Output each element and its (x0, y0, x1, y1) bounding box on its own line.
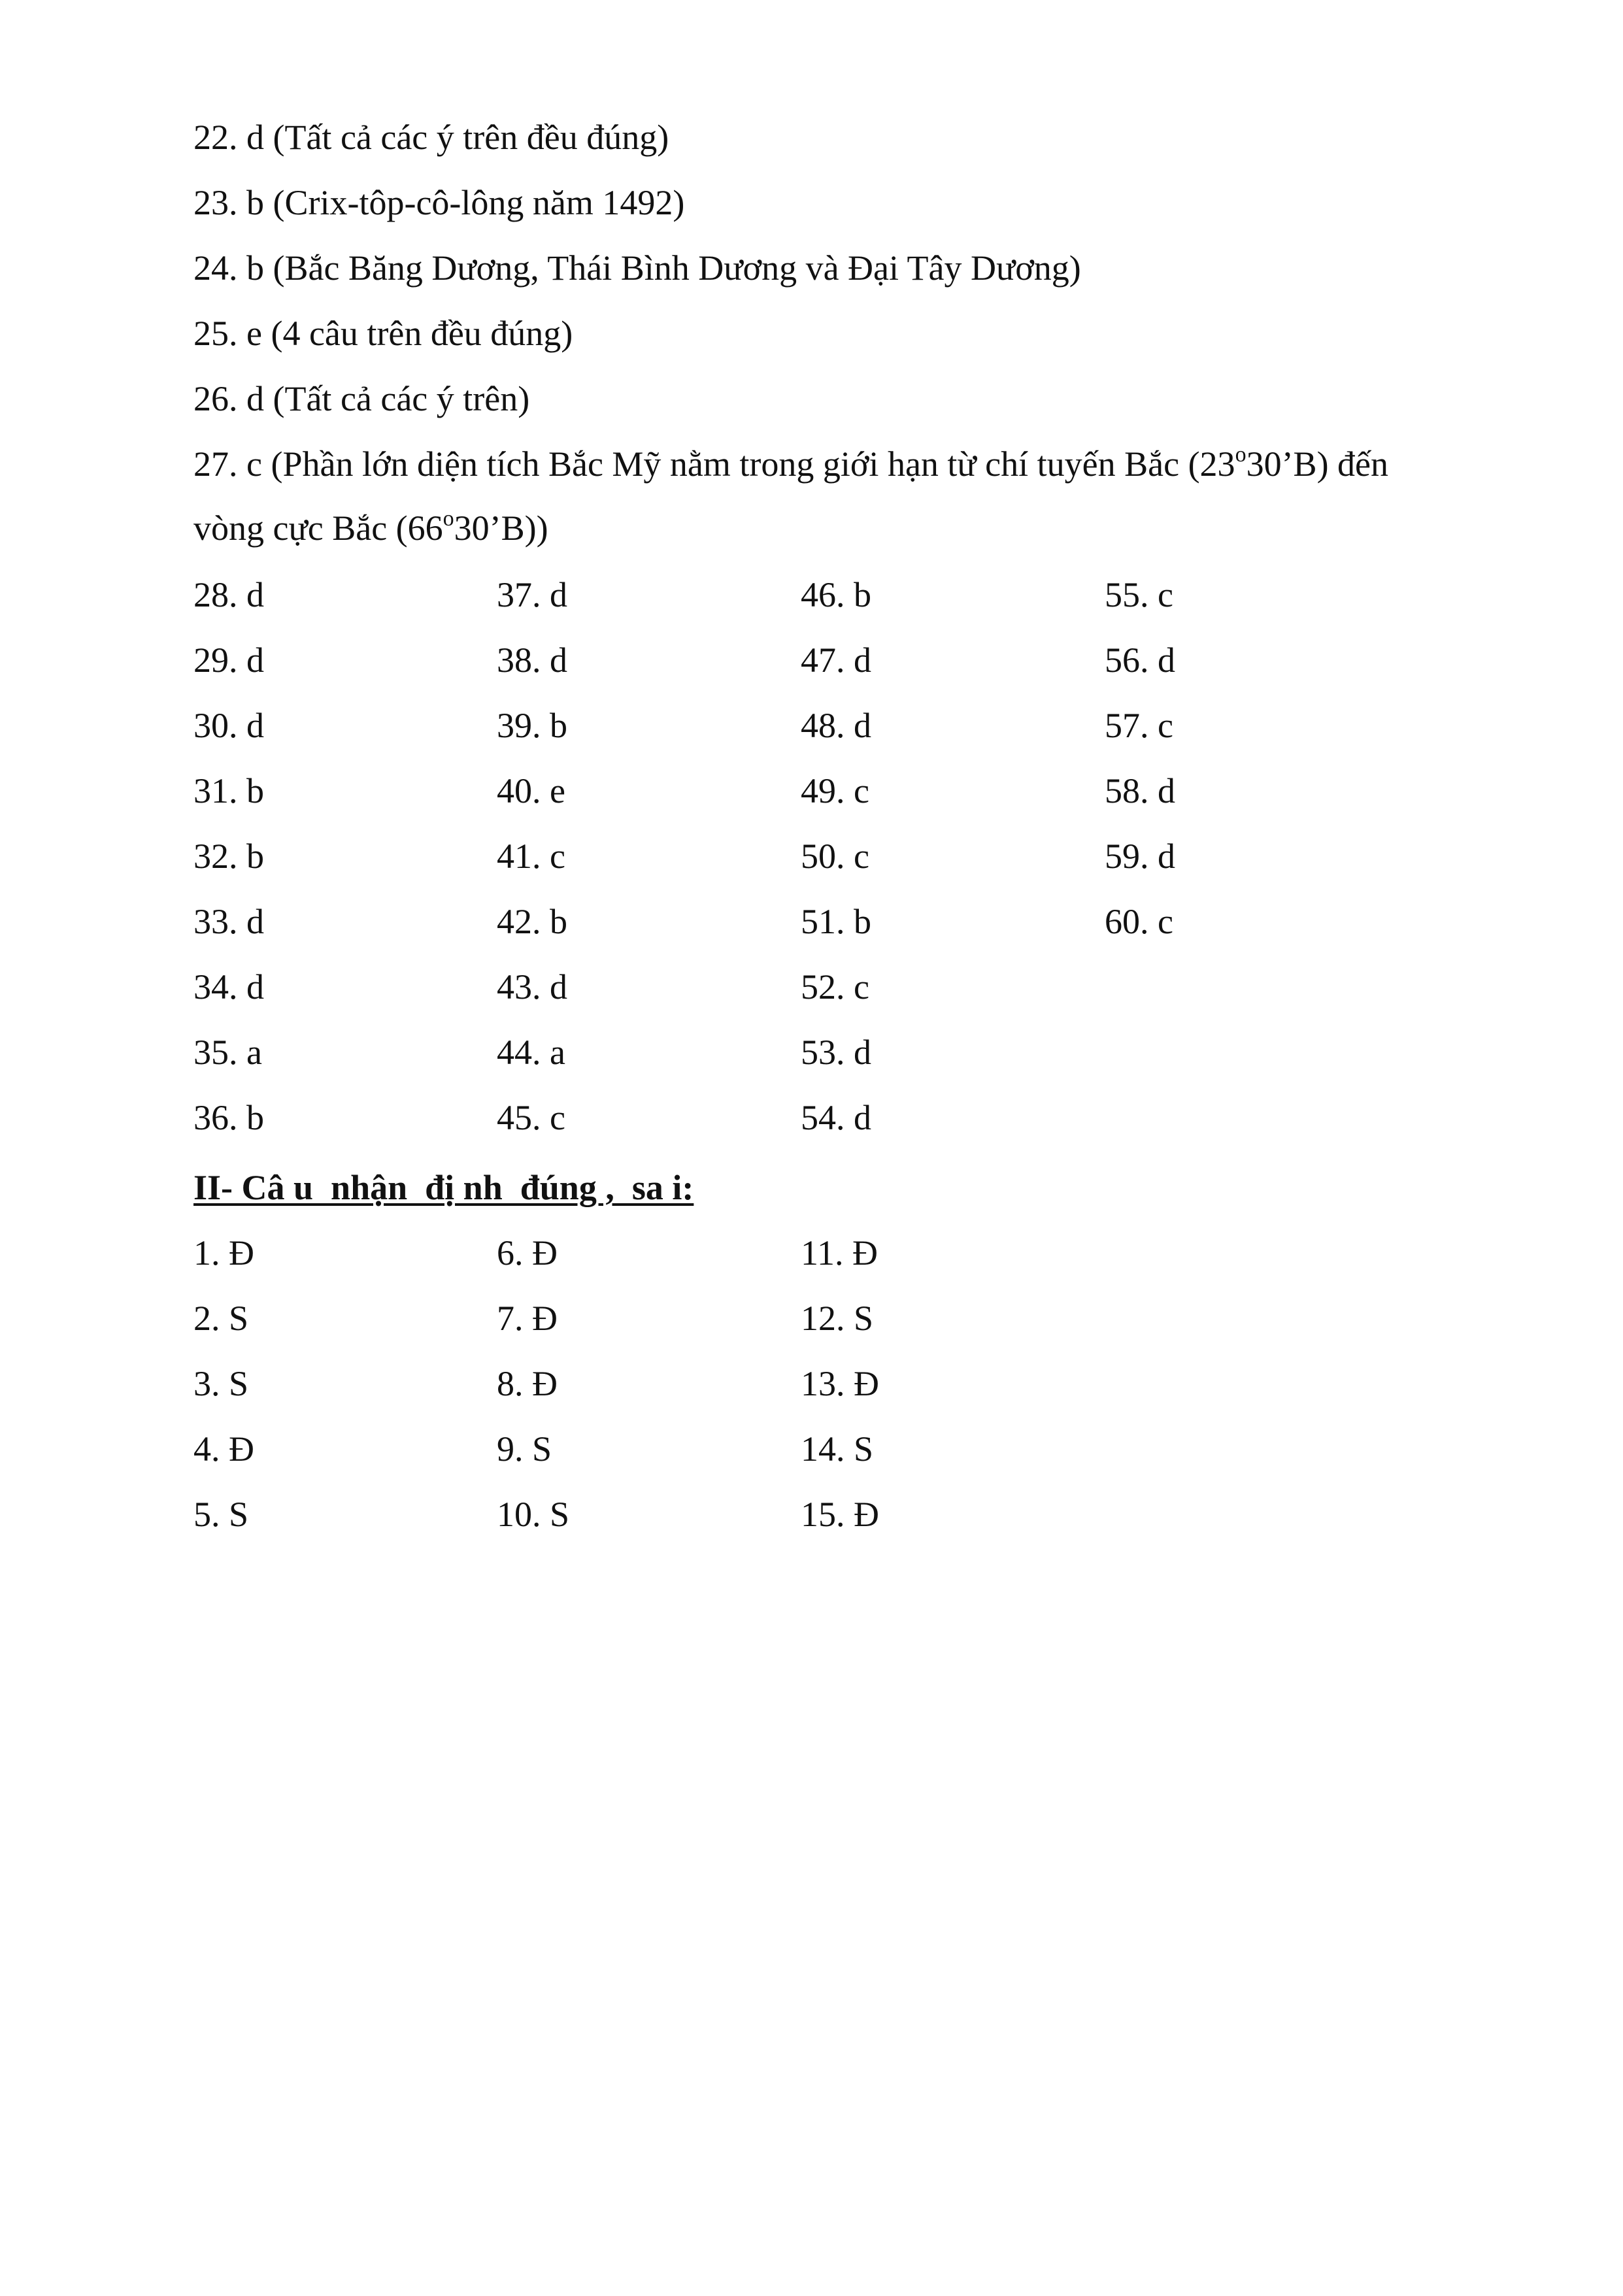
answer-27-text-c: vòng cực Bắc (66 (193, 508, 443, 548)
answer-27-line1 (193, 444, 1388, 489)
degree-superscript: o (1235, 442, 1247, 467)
answer-27-text-d: 30’B)) (454, 508, 548, 548)
true-false-answer-item: 8. Đ (497, 1364, 558, 1403)
answer-27-text-b: 30’B) đến (1246, 444, 1389, 484)
true-false-answer-item: 2. S (193, 1299, 249, 1338)
mcq-answer-item: 52. c (801, 967, 869, 1007)
mcq-answer-item: 29. d (193, 641, 264, 680)
mcq-answer-item: 42. b (497, 902, 567, 941)
mcq-answer-item: 34. d (193, 967, 264, 1007)
answer-25: 25. e (4 câu trên đều đúng) (193, 314, 573, 353)
true-false-answer-item: 6. Đ (497, 1233, 558, 1273)
mcq-answer-item: 32. b (193, 837, 264, 876)
mcq-answer-item: 48. d (801, 706, 871, 745)
true-false-answer-item: 15. Đ (801, 1495, 879, 1534)
answer-26: 26. d (Tất cả các ý trên) (193, 379, 530, 418)
mcq-answer-item: 40. e (497, 771, 565, 810)
mcq-answer-item: 38. d (497, 641, 567, 680)
degree-superscript: o (443, 507, 454, 531)
true-false-answer-item: 4. Đ (193, 1429, 254, 1469)
mcq-answer-item: 53. d (801, 1033, 871, 1072)
answer-24: 24. b (Bắc Băng Dương, Thái Bình Dương và Đại Tây Dương) (193, 248, 1081, 288)
mcq-answer-item: 49. c (801, 771, 869, 810)
mcq-answer-item: 46. b (801, 575, 871, 614)
answer-27-line2 (193, 508, 548, 553)
true-false-answer-item: 12. S (801, 1299, 874, 1338)
mcq-answer-item: 50. c (801, 837, 869, 876)
true-false-answer-item: 7. Đ (497, 1299, 558, 1338)
mcq-answer-item: 31. b (193, 771, 264, 810)
true-false-answer-item: 14. S (801, 1429, 874, 1469)
true-false-answer-item: 3. S (193, 1364, 249, 1403)
true-false-answer-item: 9. S (497, 1429, 552, 1469)
mcq-answer-item: 56. d (1105, 641, 1175, 680)
mcq-answer-item: 54. d (801, 1098, 871, 1137)
true-false-answer-item: 1. Đ (193, 1233, 254, 1273)
true-false-answer-item: 10. S (497, 1495, 570, 1534)
mcq-answer-item: 43. d (497, 967, 567, 1007)
mcq-answer-item: 28. d (193, 575, 264, 614)
mcq-answer-item: 37. d (497, 575, 567, 614)
mcq-answer-item: 55. c (1105, 575, 1173, 614)
true-false-answer-item: 13. Đ (801, 1364, 879, 1403)
mcq-answer-item: 51. b (801, 902, 871, 941)
mcq-answer-item: 44. a (497, 1033, 565, 1072)
mcq-answer-item: 59. d (1105, 837, 1175, 876)
mcq-answer-item: 30. d (193, 706, 264, 745)
mcq-answer-item: 58. d (1105, 771, 1175, 810)
mcq-answer-item: 39. b (497, 706, 567, 745)
answer-22: 22. d (Tất cả các ý trên đều đúng) (193, 118, 669, 157)
section-heading: II- Câ u nhận đị nh đúng , sa i: (193, 1168, 694, 1207)
answer-27-text-a: 27. c (Phần lớn diện tích Bắc Mỹ nằm trong giới hạn từ chí tuyến Bắc (23 (193, 444, 1235, 484)
mcq-answer-item: 35. a (193, 1033, 262, 1072)
true-false-answer-item: 5. S (193, 1495, 249, 1534)
mcq-answer-item: 57. c (1105, 706, 1173, 745)
mcq-answer-item: 60. c (1105, 902, 1173, 941)
mcq-answer-item: 47. d (801, 641, 871, 680)
mcq-answer-item: 33. d (193, 902, 264, 941)
mcq-answer-item: 36. b (193, 1098, 264, 1137)
true-false-answer-item: 11. Đ (801, 1233, 878, 1273)
answer-23: 23. b (Crix-tôp-cô-lông năm 1492) (193, 183, 685, 222)
mcq-answer-item: 45. c (497, 1098, 565, 1137)
mcq-answer-item: 41. c (497, 837, 565, 876)
